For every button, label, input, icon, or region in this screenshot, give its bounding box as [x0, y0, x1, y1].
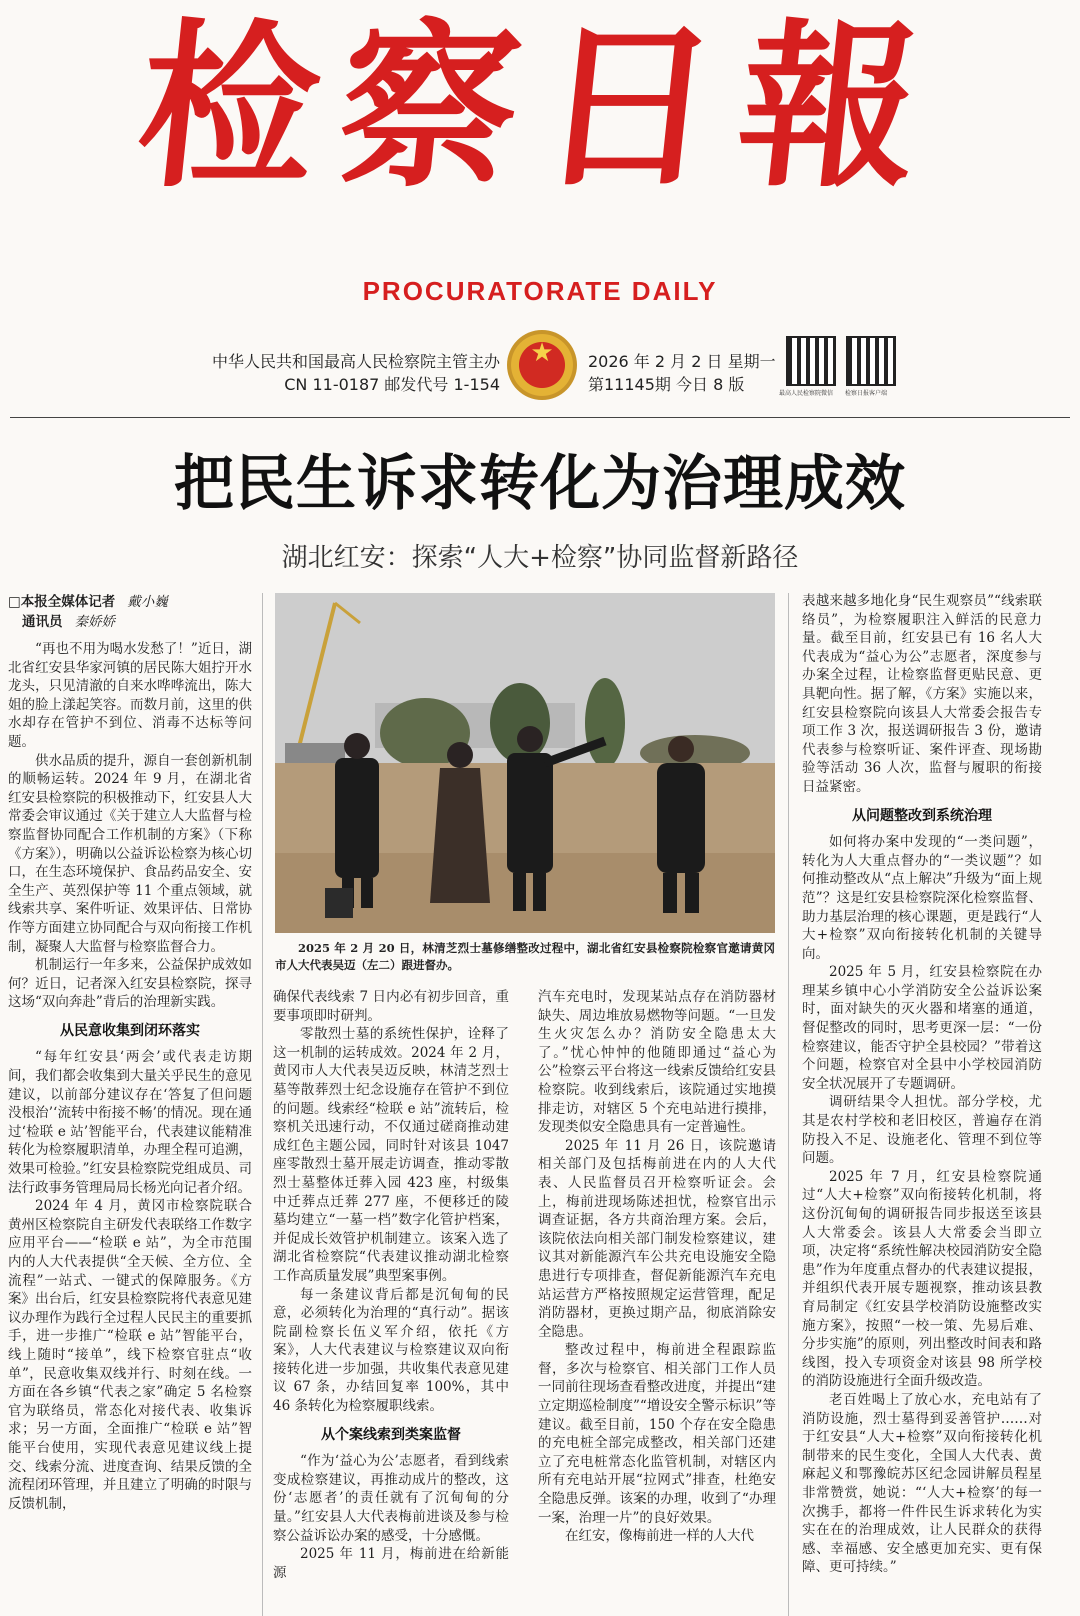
- paragraph: 表越来越多地化身“民生观察员”“线索联络员”，为检察履职注入鲜活的民意力量。截至目前，红安县已有 16 名人大代表成为“益心为公”志愿者，深度参与办案全过程，让检察监督更贴民意、更具靶向性。据了解，《方案》实施以来，红安县检察院向该县人大常委会报告专项工作 3 次，报送调研报告 3 份，邀请代表参与检察听证、案件评查、现场勘验等活动 36 人次，监督与履职的衔接日益紧密。: [802, 593, 1042, 795]
- masthead-title: 检察日報: [129, 2, 952, 211]
- paragraph: 汽车充电时，发现某站点存在消防器材缺失、周边堆放易燃物等问题。“一旦发生火灾怎么办？消防安全隐患太大了。”忧心忡忡的他随即通过“益心为公”检察云平台将这一线索反馈给红安县检察院。收到线索后，该院通过实地摸排走访，对辖区 5 个充电站进行摸排，发现类似安全隐患具有一定普遍性。: [538, 989, 776, 1136]
- paragraph: “再也不用为喝水发愁了！”近日，湖北省红安县华家河镇的居民陈大姐拧开水龙头，只见清澈的自来水哗哗流出，陈大姐的脸上漾起笑容。而数月前，这里的供水却存在管护不到位、消毒不达标等问题。: [8, 641, 252, 750]
- date-line: 2026 年 2 月 2 日 星期一: [588, 352, 776, 371]
- column-divider: [788, 593, 789, 1616]
- paragraph: “每年红安县‘两会’或代表走访期间，我们都会收集到大量关乎民生的意见建议，以前部分建议存在‘答复了但问题没根治’‘流转中衔接不畅’的情况。现在通过‘检联 e 站’智能平台，代表建议能精准转化为检察履职清单，办理全程可追溯，效果可检验。”红安县检察院党组成员、司法行政事务管理局局长杨光向记者介绍。: [8, 1049, 252, 1196]
- masthead-divider: [10, 417, 1070, 418]
- issue-line: 第11145期 今日 8 版: [588, 375, 745, 394]
- byline-name: 戴小巍: [127, 594, 168, 610]
- qr-caption-wechat: 最高人民检察院微信: [779, 390, 834, 397]
- masthead-info-left: [160, 350, 500, 396]
- paragraph: 2025 年 11 月，梅前进在给新能源: [273, 1546, 509, 1581]
- article-headline: 把民生诉求转化为治理成效: [174, 449, 906, 519]
- procuratorate-emblem-icon: [507, 330, 577, 400]
- paragraph: “作为‘益心为公’志愿者，看到线索变成检察建议，再推动成片的整改，这份‘志愿者’的责任就有了沉甸甸的分量。”红安县人大代表梅前进谈及参与检察公益诉讼办案的感受，十分感慨。: [273, 1453, 509, 1544]
- article-column-2: [273, 988, 509, 1582]
- article-column-3: [538, 988, 776, 1546]
- masthead-subtitle: PROCURATORATE DAILY: [362, 276, 718, 306]
- paragraph: 整改过程中，梅前进全程跟踪监督，多次与检察官、相关部门工作人员一同前往现场查看整改进度，并提出“建立定期巡检制度”“增设安全警示标识”等建议。截至目前，150 个存在安全隐患的充电桩全部完成整改，相关部门还建立了充电桩常态化监管机制，对辖区内所有充电站开展“拉网式”排查，杜绝安全隐患反弹。该案的办理，收到了“办理一案，治理一片”的良好效果。: [538, 1342, 776, 1526]
- photo-scene: [275, 593, 775, 933]
- column-divider: [262, 593, 263, 1616]
- article-column-4: [802, 592, 1042, 1577]
- paragraph: 2024 年 4 月，黄冈市检察院联合黄州区检察院自主研发代表联络工作数字应用平台——“检联 e 站”，为全市范围内的人大代表提供“全天候、全方位、全流程”一站式、一键式的保障服务。《方案》出台后，红安县检察院将代表意见建议办理作为践行全过程人民民主的重要抓手，进一步推广“检联 e 站”智能平台，线上随时“接单”，线下检察官驻点“收单”，民意收集双线并行、时刻在线。一方面在各乡镇“代表之家”确定 5 名检察官为联络员，常态化对接代表、收集诉求；另一方面，全面推广“检联 e 站”智能平台使用，实现代表意见建议线上提交、线索分流、进度查询、结果反馈的全流程闭环管理，并且建立了明确的时限与反馈机制，: [8, 1198, 252, 1512]
- article-subheadline: 湖北红安：探索“人大+检察”协同监督新路径: [281, 543, 799, 573]
- publisher-line: 中华人民共和国最高人民检察院主管主办: [211, 352, 500, 371]
- star-icon: ★: [530, 338, 554, 368]
- byline-label: □本报全媒体记者: [8, 594, 116, 610]
- byline-name: 秦娇娇: [74, 614, 115, 630]
- masthead-info-right: [588, 350, 798, 396]
- qr-caption-app: 检察日报客户端: [845, 390, 888, 397]
- paragraph: 确保代表线索 7 日内必有初步回音，重要事项即时研判。: [273, 989, 509, 1024]
- paragraph: 老百姓喝上了放心水，充电站有了消防设施，烈士墓得到妥善管护……对于红安县“人大+检察”双向衔接转化机制带来的民生变化，全国人大代表、黄麻起义和鄂豫皖苏区纪念园讲解员程星非常赞赏，她说：“‘人大+检察’的每一次携手，都将一件件民生诉求转化为实实在在的治理成效，让人民群众的获得感、幸福感、安全感更加充实、更有保障、更可持续。”: [802, 1391, 1042, 1576]
- paragraph: 在红安，像梅前进一样的人大代: [565, 1528, 754, 1545]
- paragraph: 供水品质的提升，源自一套创新机制的顺畅运转。2024 年 9 月，在湖北省红安县检察院的积极推动下，红安县人大常委会审议通过《关于建立人大监督与检察监督协同配合工作机制的方案》（下称《方案》），明确以公益诉讼检察为核心切口，在生态环境保护、食品药品安全、安全生产、英烈保护等 11 个重点领域，就线索共享、案件听证、效果评估、日常协作等方面建立协同配合与双向衔接工作机制，凝聚人大监督与检察监督合力。: [8, 752, 252, 955]
- byline: [8, 592, 252, 632]
- paragraph: 如何将办案中发现的“一类问题”，转化为人大重点督办的“一类议题”？如何推动整改从“点上解决”升级为“面上规范”？这是红安县检察院深化检察监督、助力基层治理的核心课题，更是践行“人大+检察”双向衔接转化机制的关键导向。: [802, 834, 1042, 962]
- paragraph: 2025 年 7 月，红安县检察院通过“人大+检察”双向衔接转化机制，将这份沉甸甸的调研报告同步报送至该县人大常委会。该县人大常委会当即立项，决定将“系统性解决校园消防安全隐患”作为年度重点督办的代表建议提报，并组织代表开展专题视察，推动该县教育局制定《红安县学校消防设施整改实施方案》，按照“一校一策、先易后难、分步实施”的原则，列出整改时间表和路线图，投入专项资金对该县 98 所学校的消防设施进行全面升级改造。: [802, 1168, 1042, 1390]
- news-photo: [275, 593, 775, 933]
- paragraph: 机制运行一年多来，公益保护成效如何？近日，记者深入红安县检察院，探寻这场“双向奔赴”背后的治理新实践。: [8, 957, 252, 1011]
- section-heading: 从个案线索到类案监督: [321, 1426, 461, 1443]
- app-qr-code-icon[interactable]: [846, 336, 896, 386]
- paragraph: 2025 年 5 月，红安县检察院在办理某乡镇中心小学消防安全公益诉讼案时，面对缺失的灭火器和堵塞的通道，督促整改的同时，思考更深一层：“一份检察建议，能否守护全县校园？”带着这个问题，检察官对全县中小学校园消防安全状况展开了专题调研。: [802, 964, 1042, 1092]
- wechat-qr-code-icon[interactable]: [786, 336, 836, 386]
- section-heading: 从民意收集到闭环落实: [60, 1022, 200, 1039]
- byline-label: 通讯员: [22, 614, 63, 630]
- article-column-1: [8, 592, 252, 1513]
- paragraph: 2025 年 11 月 26 日，该院邀请相关部门及包括梅前进在内的人大代表、人民监督员召开检察听证会。会上，梅前进现场陈述担忧，检察官出示调查证据，各方共商治理方案。会后，该院依法向相关部门制发检察建议，建议其对新能源汽车公共充电设施安全隐患进行专项排查，督促新能源汽车充电站运营方严格按照规定运营管理，配足消防器材，更换过期产品，彻底消除安全隐患。: [538, 1137, 776, 1340]
- paragraph: 调研结果令人担忧。部分学校，尤其是农村学校和老旧校区，普遍存在消防投入不足、设施老化、管理不到位等问题。: [802, 1094, 1042, 1167]
- issn-line: CN 11-0187 邮发代号 1-154: [284, 375, 500, 394]
- photo-caption: 2025 年 2 月 20 日，林清芝烈士墓修缮整改过程中，湖北省红安县检察院检察官邀请黄冈市人大代表吴迈（左二）跟进督办。: [275, 941, 775, 972]
- paragraph: 零散烈士墓的系统性保护，诠释了这一机制的运转成效。2024 年 2 月，黄冈市人大代表吴迈反映，林清芝烈士墓等散葬烈士纪念设施存在管护不到位的问题。线索经“检联 e 站”流转后，检察机关迅速行动，不仅通过磋商推动建成红色主题公园，同时针对该县 1047 座零散烈士墓开展走访调查，推动零散烈士墓整体迁葬入园 423 座，村级集中迁葬点迁葬 277 座，不便移迁的陵墓均建立“一墓一档”数字化管护档案，并促成长效管护机制建立。该案入选了湖北省检察院“代表建议推动湖北检察工作高质量发展”典型案事例。: [273, 1026, 509, 1284]
- section-heading: 从问题整改到系统治理: [852, 807, 992, 824]
- paragraph: 每一条建议背后都是沉甸甸的民意，必须转化为治理的“真行动”。据该院副检察长伍义军介绍，依托《方案》，人大代表建议与检察建议双向衔接转化进一步加强，共收集代表意见建议 67 条，办结回复率 100%，其中 46 条转化为检察履职线索。: [273, 1286, 509, 1415]
